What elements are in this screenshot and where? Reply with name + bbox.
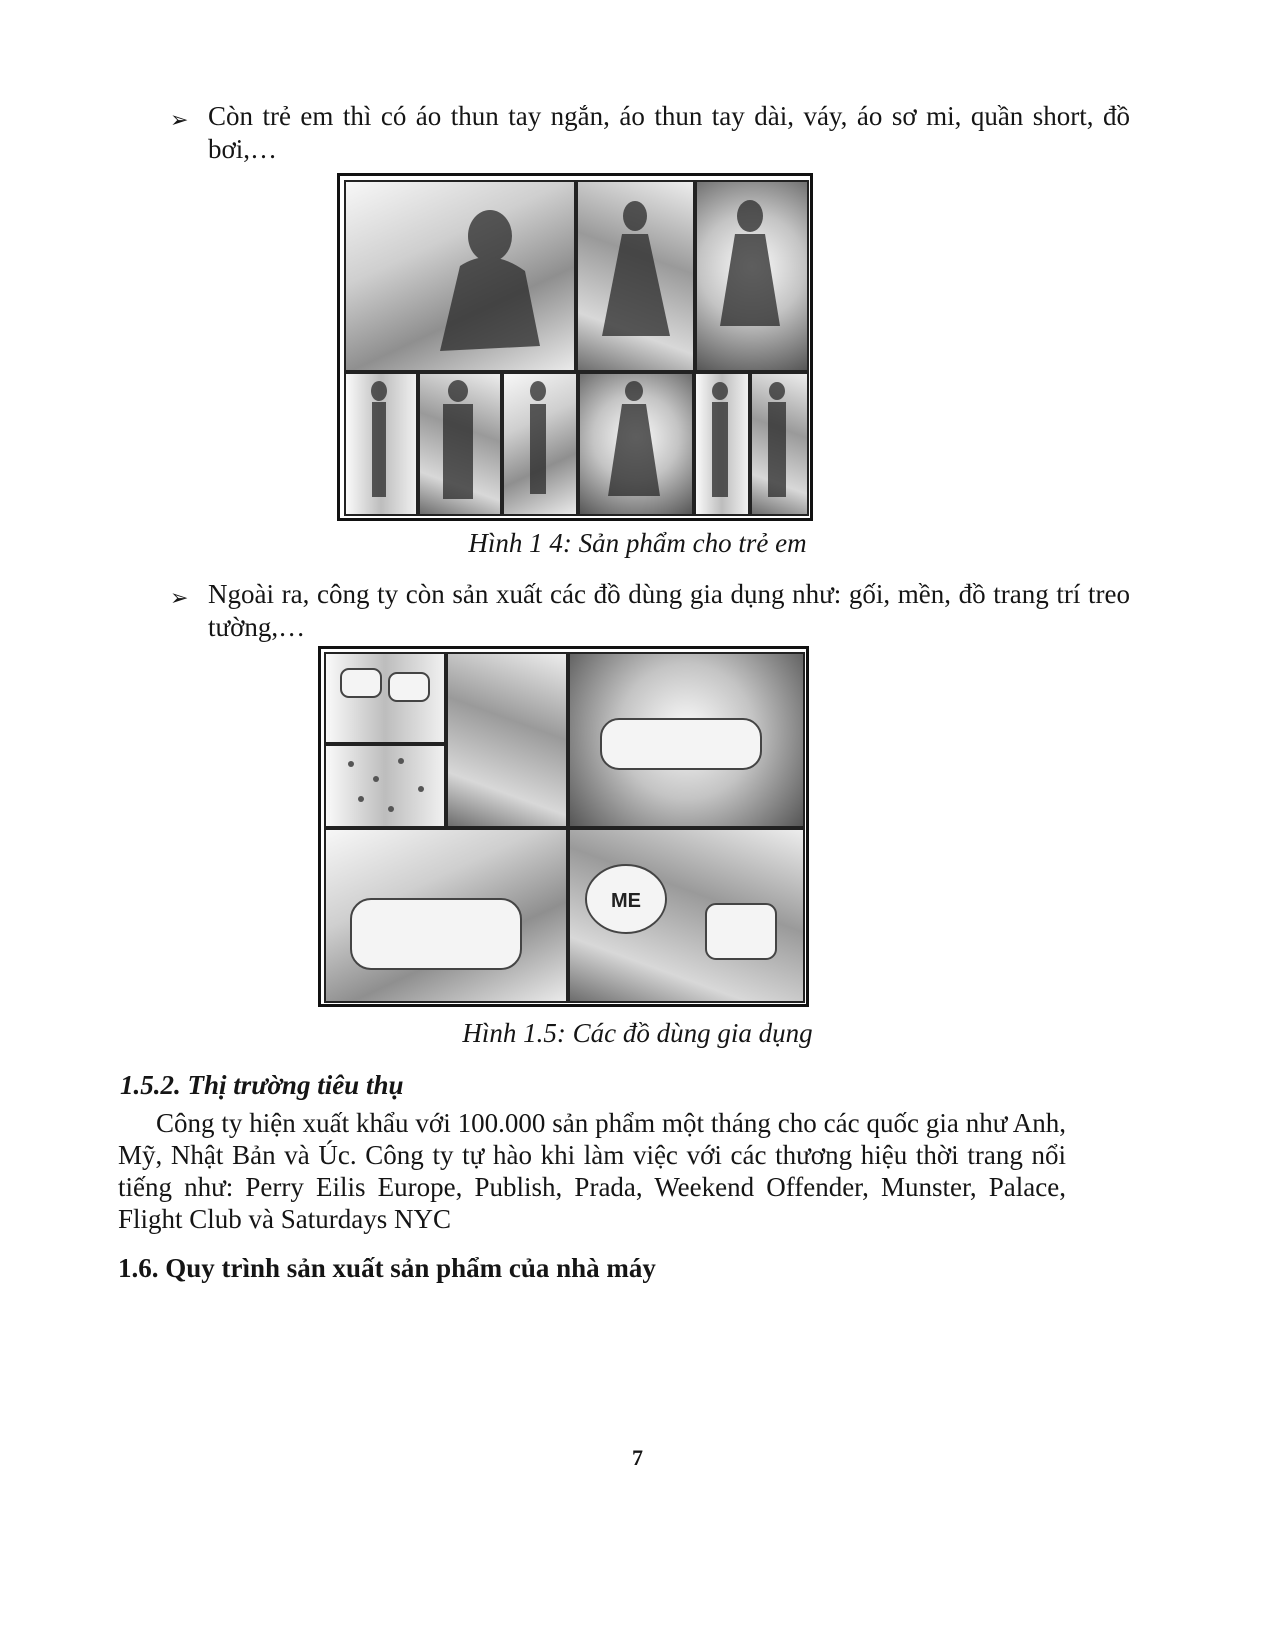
household-figure-decor bbox=[321, 649, 806, 1004]
children-figure-silhouettes bbox=[340, 176, 810, 518]
sign-text: ME bbox=[611, 890, 641, 912]
bullet-children bbox=[170, 100, 1130, 166]
page-number: 7 bbox=[632, 1445, 643, 1470]
arrowhead-bullet-icon: ➢ bbox=[170, 586, 189, 611]
bullet-household bbox=[170, 578, 1130, 644]
household-figure-caption: Hình 1.5: Các đồ dùng gia dụng bbox=[462, 1018, 813, 1048]
section-heading-152: 1.5.2. Thị trường tiêu thụ bbox=[120, 1070, 404, 1100]
arrowhead-bullet-icon: ➢ bbox=[170, 108, 189, 133]
bullet-household-text: Ngoài ra, công ty còn sản xuất các đồ dùng gia dụng như: gối, mền, đồ trang trí treo tường,… bbox=[208, 579, 1130, 642]
children-products-figure bbox=[337, 173, 813, 521]
household-products-figure bbox=[318, 646, 809, 1007]
section-152-paragraph: Công ty hiện xuất khẩu với 100.000 sản phẩm một tháng cho các quốc gia như Anh, Mỹ, Nhật Bản và Úc. Công ty tự hào khi làm việc với các thương hiệu thời trang nổi tiếng như: Perry Eilis Europe, Publish, Prada, Weekend Offender, Munster, Palace, Flight Club và Saturdays NYC bbox=[118, 1108, 1066, 1234]
section-heading-16: 1.6. Quy trình sản xuất sản phẩm của nhà máy bbox=[118, 1253, 656, 1283]
children-figure-caption: Hình 1 4: Sản phẩm cho trẻ em bbox=[468, 528, 807, 558]
bullet-children-text: Còn trẻ em thì có áo thun tay ngắn, áo thun tay dài, váy, áo sơ mi, quần short, đồ bơi,… bbox=[208, 101, 1130, 164]
